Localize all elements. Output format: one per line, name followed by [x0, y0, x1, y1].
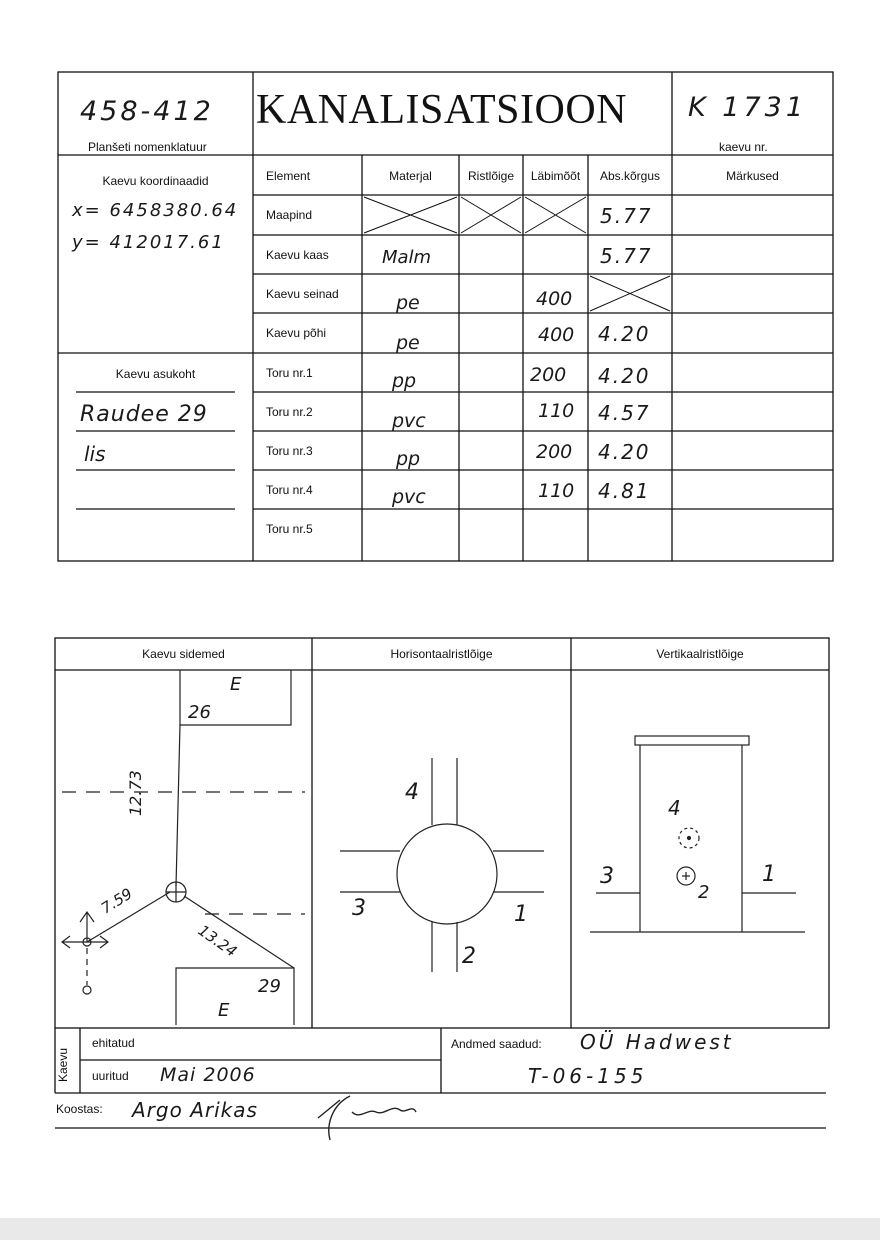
- location-line2: lis: [84, 442, 106, 466]
- table-cell-material: Malm: [382, 247, 432, 268]
- table-header-element: Element: [266, 169, 311, 183]
- vertical-pipe2-label: 2: [698, 882, 710, 903]
- building-bottom-number: 29: [258, 976, 281, 997]
- table-row-element: Kaevu põhi: [266, 326, 327, 340]
- distance-right: 13.24: [194, 921, 241, 961]
- coordinate-y: y= 412017.61: [72, 232, 225, 253]
- table-cell-abs-height: 4.20: [598, 440, 651, 464]
- table-cell-diameter: 400: [536, 288, 573, 310]
- section-horizontal-label: Horisontaalristlõige: [390, 647, 493, 661]
- footer-built-label: ehitatud: [92, 1036, 135, 1050]
- section-vertical-label: Vertikaalristlõige: [656, 647, 744, 661]
- table-cell-material: pe: [396, 292, 420, 314]
- location-line1: Raudee 29: [80, 402, 208, 427]
- table-cell-material: pvc: [392, 410, 426, 432]
- table-header-diameter: Läbimõõt: [530, 169, 581, 183]
- table-cell-material: pp: [392, 370, 417, 392]
- coordinate-x: x= 6458380.64: [72, 200, 239, 221]
- footer-surveyed-label: uuritud: [92, 1069, 129, 1083]
- footer-prepared-label: Koostas:: [56, 1102, 103, 1116]
- location-label: Kaevu asukoht: [115, 367, 196, 381]
- scan-bottom-strip: [0, 1218, 880, 1240]
- horizontal-pipe4-label: 4: [405, 780, 419, 805]
- table-header-cross-section: Ristlõige: [467, 169, 515, 183]
- table-row-element: Kaevu kaas: [266, 248, 329, 262]
- horizontal-pipe2-label: 2: [462, 944, 476, 969]
- distance-vertical: 12.73: [126, 770, 145, 816]
- vertical-pipe1-label: 1: [762, 862, 776, 887]
- horizontal-pipe1-label: 1: [514, 902, 528, 927]
- vertical-pipe3-label: 3: [600, 864, 614, 889]
- table-cell-abs-height: 5.77: [600, 204, 653, 228]
- well-number-value: K 1731: [688, 92, 808, 123]
- table-header-material: Materjal: [389, 169, 432, 183]
- table-cell-abs-height: 4.57: [598, 401, 651, 425]
- table-cell-diameter: 400: [538, 324, 575, 346]
- building-bottom-label: E: [218, 1000, 230, 1021]
- nomenclature-label: Planšeti nomenklatuur: [88, 140, 207, 154]
- table-cell-diameter: 110: [538, 480, 575, 502]
- coordinates-label: Kaevu koordinaadid: [102, 174, 209, 188]
- table-cell-diameter: 200: [536, 441, 573, 463]
- section-ties-label: Kaevu sidemed: [142, 647, 225, 661]
- table-header-notes: Märkused: [726, 169, 779, 183]
- table-row-element: Kaevu seinad: [266, 287, 339, 301]
- building-top-number: 26: [188, 702, 211, 723]
- table-cell-material: pp: [396, 448, 421, 470]
- footer-side-label: Kaevu: [56, 1047, 70, 1082]
- table-cell-abs-height: 4.81: [598, 479, 651, 503]
- table-cell-diameter: 200: [530, 364, 567, 386]
- distance-left: 7.59: [97, 884, 136, 918]
- footer-prepared-value: Argo Arikas: [132, 1098, 258, 1122]
- table-row-element: Toru nr.2: [266, 405, 313, 419]
- well-number-label: kaevu nr.: [719, 140, 768, 154]
- table-cell-abs-height: 4.20: [598, 322, 651, 346]
- table-row-element: Toru nr.5: [266, 522, 313, 536]
- table-cell-abs-height: 4.20: [598, 364, 651, 388]
- footer-data-source-label: Andmed saadud:: [451, 1037, 542, 1051]
- footer-surveyed-value: Mai 2006: [160, 1064, 256, 1086]
- vertical-pipe4-label: 4: [668, 796, 681, 820]
- table-header-abs-height: Abs.kõrgus: [599, 169, 661, 183]
- nomenclature-value: 458-412: [80, 96, 214, 127]
- table-cell-material: pe: [396, 332, 420, 354]
- table-cell-material: pvc: [392, 486, 426, 508]
- footer-data-source-ref: T-06-155: [528, 1064, 648, 1088]
- horizontal-pipe3-label: 3: [352, 896, 366, 921]
- table-row-element: Toru nr.3: [266, 444, 313, 458]
- table-row-element: Toru nr.1: [266, 366, 313, 380]
- table-row-element: Toru nr.4: [266, 483, 313, 497]
- table-row-element: Maapind: [266, 208, 313, 222]
- table-cell-abs-height: 5.77: [600, 244, 653, 268]
- building-top-label: E: [230, 674, 242, 695]
- signature: [340, 1100, 343, 1101]
- table-cell-diameter: 110: [538, 400, 575, 422]
- footer-data-source-value: OÜ Hadwest: [580, 1030, 734, 1054]
- page-title: KANALISATSIOON: [256, 87, 627, 133]
